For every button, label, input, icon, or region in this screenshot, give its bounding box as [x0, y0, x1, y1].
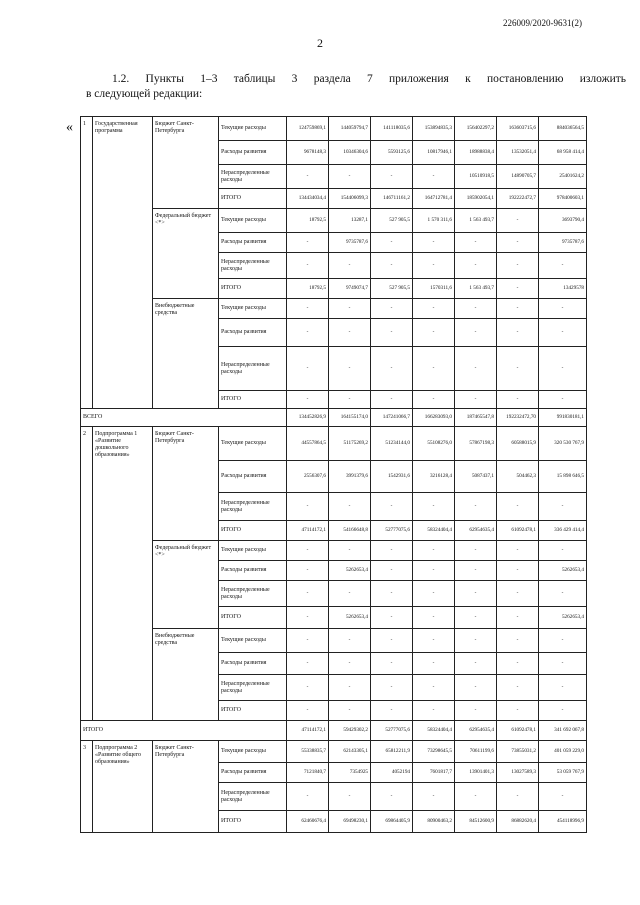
amount-cell: 527 905,5: [371, 209, 413, 233]
amount-cell: -: [413, 561, 455, 581]
amount-cell: -: [371, 653, 413, 675]
amount-cell: 5593125,6: [371, 141, 413, 165]
section-total-label: ИТОГО: [81, 721, 287, 741]
expense-type-cell: ИТОГО: [219, 521, 287, 541]
amount-cell: -: [329, 629, 371, 653]
amount-cell: 4052194: [371, 763, 413, 783]
amount-cell: -: [497, 279, 539, 299]
amount-cell: -: [371, 299, 413, 319]
amount-cell: -: [539, 319, 587, 347]
amount-cell: -: [497, 561, 539, 581]
program-name: Подпрограмма 2 «Развитие общего образования»: [93, 741, 153, 833]
amount-cell: 86882620,4: [497, 811, 539, 833]
amount-cell: 166283093,0: [413, 409, 455, 427]
amount-cell: 163603715,6: [497, 117, 539, 141]
amount-cell: -: [497, 653, 539, 675]
amount-cell: 978400603,1: [539, 189, 587, 209]
amount-cell: -: [371, 347, 413, 391]
funding-source-cell: Федеральный бюджет <*>: [153, 541, 219, 629]
amount-cell: 991830181,1: [539, 409, 587, 427]
paragraph-line-1: 1.2. Пункты 1–3 таблицы 3 раздела 7 приложения к постановлению изложить: [112, 73, 626, 85]
amount-cell: 185902054,1: [455, 189, 497, 209]
amount-cell: -: [497, 253, 539, 279]
amount-cell: 454118996,9: [539, 811, 587, 833]
amount-cell: 1 570 311,6: [413, 209, 455, 233]
amount-cell: -: [539, 493, 587, 521]
row-number: 2: [81, 427, 93, 721]
amount-cell: -: [329, 675, 371, 701]
amount-cell: -: [413, 299, 455, 319]
expense-type-cell: ИТОГО: [219, 279, 287, 299]
amount-cell: 7121840,7: [287, 763, 329, 783]
amount-cell: 2556307,6: [287, 461, 329, 493]
amount-cell: 80900463,2: [413, 811, 455, 833]
program-name: Государственная программа: [93, 117, 153, 409]
amount-cell: -: [539, 701, 587, 721]
amount-cell: 9735787,6: [539, 233, 587, 253]
amount-cell: -: [287, 391, 329, 409]
amount-cell: -: [539, 347, 587, 391]
amount-cell: -: [287, 233, 329, 253]
amount-cell: 61092478,1: [497, 721, 539, 741]
amount-cell: -: [539, 629, 587, 653]
funding-source-cell: Внебюджетные средства: [153, 299, 219, 409]
amount-cell: 68 958 414,4: [539, 141, 587, 165]
amount-cell: -: [539, 783, 587, 811]
expense-type-cell: Текущие расходы: [219, 117, 287, 141]
amount-cell: 55338835,7: [287, 741, 329, 763]
funding-source-cell: Внебюджетные средства: [153, 629, 219, 721]
expense-type-cell: Текущие расходы: [219, 629, 287, 653]
amount-cell: -: [413, 581, 455, 607]
expense-type-cell: Текущие расходы: [219, 299, 287, 319]
amount-cell: -: [455, 299, 497, 319]
amount-cell: -: [455, 493, 497, 521]
expense-type-cell: Текущие расходы: [219, 427, 287, 461]
expense-type-cell: Нераспределенные расходы: [219, 581, 287, 607]
amount-cell: 73298645,5: [413, 741, 455, 763]
amount-cell: 141118035,6: [371, 117, 413, 141]
amount-cell: 18792,5: [287, 209, 329, 233]
amount-cell: -: [455, 581, 497, 607]
amount-cell: 7354925: [329, 763, 371, 783]
amount-cell: -: [413, 653, 455, 675]
amount-cell: 44557864,5: [287, 427, 329, 461]
amount-cell: -: [539, 581, 587, 607]
table-row: [81, 541, 587, 561]
amount-cell: 504462,3: [497, 461, 539, 493]
expense-type-cell: Нераспределенные расходы: [219, 493, 287, 521]
amount-cell: 55108276,0: [413, 427, 455, 461]
amount-cell: -: [455, 391, 497, 409]
amount-cell: -: [539, 253, 587, 279]
amount-cell: -: [413, 783, 455, 811]
amount-cell: -: [329, 493, 371, 521]
amount-cell: -: [371, 391, 413, 409]
table-row: [81, 629, 587, 653]
amount-cell: 3693790,4: [539, 209, 587, 233]
amount-cell: 1570311,6: [413, 279, 455, 299]
row-number: 1: [81, 117, 93, 409]
amount-cell: -: [371, 233, 413, 253]
amount-cell: 25401624,2: [539, 165, 587, 189]
amount-cell: -: [497, 581, 539, 607]
amount-cell: -: [455, 347, 497, 391]
amount-cell: -: [413, 319, 455, 347]
expense-type-cell: Текущие расходы: [219, 209, 287, 233]
funding-source-cell: Бюджет Санкт-Петербурга: [153, 427, 219, 541]
open-quote: «: [66, 120, 73, 135]
amount-cell: 3991379,6: [329, 461, 371, 493]
amount-cell: -: [287, 653, 329, 675]
amount-cell: -: [455, 629, 497, 653]
table-row: [81, 299, 587, 319]
amount-cell: 3216128,4: [413, 461, 455, 493]
amount-cell: -: [413, 541, 455, 561]
amount-cell: -: [497, 783, 539, 811]
amount-cell: -: [497, 319, 539, 347]
amount-cell: -: [497, 209, 539, 233]
amount-cell: -: [329, 783, 371, 811]
expense-type-cell: ИТОГО: [219, 391, 287, 409]
funding-source-cell: Бюджет Санкт-Петербурга: [153, 117, 219, 209]
amount-cell: -: [371, 675, 413, 701]
amount-cell: 52777075,6: [371, 721, 413, 741]
amount-cell: -: [539, 299, 587, 319]
amount-cell: -: [497, 347, 539, 391]
amount-cell: -: [371, 493, 413, 521]
expense-type-cell: Расходы развития: [219, 233, 287, 253]
table-row: [81, 409, 587, 427]
amount-cell: -: [413, 253, 455, 279]
amount-cell: -: [455, 701, 497, 721]
amount-cell: 13532051,4: [497, 141, 539, 165]
amount-cell: 51175269,2: [329, 427, 371, 461]
amount-cell: 153894835,3: [413, 117, 455, 141]
amount-cell: 5262653,4: [539, 607, 587, 629]
amount-cell: -: [371, 701, 413, 721]
amount-cell: -: [413, 391, 455, 409]
amount-cell: -: [371, 319, 413, 347]
amount-cell: -: [287, 701, 329, 721]
budget-table: [80, 116, 587, 833]
amount-cell: 62143305,1: [329, 741, 371, 763]
expense-type-cell: Текущие расходы: [219, 541, 287, 561]
expense-type-cell: Расходы развития: [219, 461, 287, 493]
amount-cell: 18792,5: [287, 279, 329, 299]
amount-cell: 58324404,4: [413, 721, 455, 741]
amount-cell: -: [455, 607, 497, 629]
amount-cell: -: [413, 493, 455, 521]
amount-cell: -: [329, 319, 371, 347]
amount-cell: -: [413, 607, 455, 629]
amount-cell: -: [287, 165, 329, 189]
amount-cell: -: [329, 541, 371, 561]
expense-type-cell: ИТОГО: [219, 811, 287, 833]
amount-cell: -: [329, 165, 371, 189]
amount-cell: -: [497, 701, 539, 721]
amount-cell: 5262653,4: [329, 607, 371, 629]
expense-type-cell: Расходы развития: [219, 561, 287, 581]
amount-cell: -: [287, 581, 329, 607]
expense-type-cell: ИТОГО: [219, 189, 287, 209]
expense-type-cell: Нераспределенные расходы: [219, 783, 287, 811]
amount-cell: -: [455, 783, 497, 811]
expense-type-cell: Расходы развития: [219, 141, 287, 165]
amount-cell: -: [287, 629, 329, 653]
amount-cell: 192232472,70: [497, 409, 539, 427]
amount-cell: -: [287, 561, 329, 581]
amount-cell: -: [413, 165, 455, 189]
amount-cell: 69864405,9: [371, 811, 413, 833]
amount-cell: -: [497, 233, 539, 253]
amount-cell: -: [371, 629, 413, 653]
amount-cell: 57867198,3: [455, 427, 497, 461]
amount-cell: 134452826,9: [287, 409, 329, 427]
amount-cell: -: [371, 783, 413, 811]
amount-cell: -: [455, 319, 497, 347]
amount-cell: 60588015,9: [497, 427, 539, 461]
amount-cell: 73855031,2: [497, 741, 539, 763]
amount-cell: 187465547,8: [455, 409, 497, 427]
amount-cell: 401 059 229,0: [539, 741, 587, 763]
amount-cell: 164712781,4: [413, 189, 455, 209]
amount-cell: 5262653,4: [539, 561, 587, 581]
amount-cell: 10510918,5: [455, 165, 497, 189]
amount-cell: -: [371, 607, 413, 629]
amount-cell: -: [497, 493, 539, 521]
expense-type-cell: ИТОГО: [219, 607, 287, 629]
amount-cell: -: [287, 783, 329, 811]
amount-cell: 5262653,4: [329, 561, 371, 581]
amount-cell: 146711161,2: [371, 189, 413, 209]
amount-cell: 9678148,3: [287, 141, 329, 165]
paragraph-line-2: в следующей редакции:: [86, 88, 203, 100]
amount-cell: 58324404,4: [413, 521, 455, 541]
amount-cell: 52777075,6: [371, 521, 413, 541]
amount-cell: 10346304,6: [329, 141, 371, 165]
amount-cell: -: [329, 653, 371, 675]
amount-cell: 47114172,1: [287, 721, 329, 741]
program-name: Подпрограмма 1 «Развитие дошкольного образования»: [93, 427, 153, 721]
amount-cell: -: [455, 541, 497, 561]
amount-cell: 144059794,7: [329, 117, 371, 141]
amount-cell: 59429302,2: [329, 721, 371, 741]
amount-cell: 13027589,3: [497, 763, 539, 783]
amount-cell: -: [539, 653, 587, 675]
table-row: [81, 117, 587, 141]
amount-cell: 62954635,4: [455, 521, 497, 541]
table-row: [81, 721, 587, 741]
amount-cell: 341 692 067,8: [539, 721, 587, 741]
amount-cell: 10817946,1: [413, 141, 455, 165]
page-number: 2: [317, 36, 323, 50]
amount-cell: 147241066,7: [371, 409, 413, 427]
amount-cell: -: [497, 541, 539, 561]
amount-cell: 336 429 414,4: [539, 521, 587, 541]
amount-cell: -: [287, 299, 329, 319]
amount-cell: 13287,1: [329, 209, 371, 233]
amount-cell: 154406099,3: [329, 189, 371, 209]
amount-cell: 69498230,1: [329, 811, 371, 833]
amount-cell: -: [497, 675, 539, 701]
amount-cell: -: [539, 541, 587, 561]
amount-cell: -: [329, 391, 371, 409]
amount-cell: -: [287, 541, 329, 561]
amount-cell: 124759869,1: [287, 117, 329, 141]
amount-cell: -: [413, 347, 455, 391]
table-row: [81, 427, 587, 461]
amount-cell: -: [371, 561, 413, 581]
amount-cell: 527 905,5: [371, 279, 413, 299]
amount-cell: -: [329, 701, 371, 721]
expense-type-cell: Нераспределенные расходы: [219, 165, 287, 189]
amount-cell: 1 563 493,7: [455, 209, 497, 233]
amount-cell: -: [413, 629, 455, 653]
amount-cell: 62954635,4: [455, 721, 497, 741]
amount-cell: 18988838,4: [455, 141, 497, 165]
amount-cell: 884036564,5: [539, 117, 587, 141]
amount-cell: -: [329, 581, 371, 607]
funding-source-cell: Бюджет Санкт-Петербурга: [153, 741, 219, 833]
amount-cell: -: [497, 629, 539, 653]
amount-cell: 192222472,7: [497, 189, 539, 209]
amount-cell: 51234144,0: [371, 427, 413, 461]
amount-cell: 164155174,0: [329, 409, 371, 427]
amount-cell: -: [455, 653, 497, 675]
amount-cell: 62460676,4: [287, 811, 329, 833]
expense-type-cell: Расходы развития: [219, 653, 287, 675]
amount-cell: 1 563 493,7: [455, 279, 497, 299]
amount-cell: -: [455, 233, 497, 253]
expense-type-cell: Нераспределенные расходы: [219, 347, 287, 391]
amount-cell: -: [329, 347, 371, 391]
table-row: [81, 741, 587, 763]
amount-cell: -: [287, 493, 329, 521]
amount-cell: 5087437,1: [455, 461, 497, 493]
amount-cell: 134434034,4: [287, 189, 329, 209]
amount-cell: 70611199,6: [455, 741, 497, 763]
amount-cell: -: [371, 541, 413, 561]
amount-cell: 84512600,9: [455, 811, 497, 833]
amount-cell: -: [455, 675, 497, 701]
amount-cell: 65812211,9: [371, 741, 413, 763]
amount-cell: 156402297,2: [455, 117, 497, 141]
amendment-paragraph: [86, 72, 626, 102]
amount-cell: -: [539, 391, 587, 409]
amount-cell: -: [371, 165, 413, 189]
amount-cell: 9735787,6: [329, 233, 371, 253]
amount-cell: -: [455, 561, 497, 581]
amount-cell: 320 530 767,9: [539, 427, 587, 461]
expense-type-cell: Текущие расходы: [219, 741, 287, 763]
amount-cell: 13901401,3: [455, 763, 497, 783]
amount-cell: -: [455, 253, 497, 279]
expense-type-cell: Нераспределенные расходы: [219, 675, 287, 701]
section-total-label: ВСЕГО: [81, 409, 287, 427]
amount-cell: -: [413, 701, 455, 721]
table-row: [81, 209, 587, 233]
amount-cell: 61092478,1: [497, 521, 539, 541]
amount-cell: 53 059 767,9: [539, 763, 587, 783]
amount-cell: -: [413, 675, 455, 701]
row-number: 3: [81, 741, 93, 833]
funding-source-cell: Федеральный бюджет <*>: [153, 209, 219, 299]
amount-cell: -: [371, 581, 413, 607]
amount-cell: 15 898 646,5: [539, 461, 587, 493]
amount-cell: -: [413, 233, 455, 253]
amount-cell: 54166648,8: [329, 521, 371, 541]
amount-cell: 9749074,7: [329, 279, 371, 299]
amount-cell: 1542931,6: [371, 461, 413, 493]
amount-cell: 13429578: [539, 279, 587, 299]
amount-cell: -: [371, 253, 413, 279]
amount-cell: -: [329, 253, 371, 279]
amount-cell: 14890705,7: [497, 165, 539, 189]
amount-cell: -: [497, 607, 539, 629]
expense-type-cell: Расходы развития: [219, 763, 287, 783]
amount-cell: -: [497, 299, 539, 319]
expense-type-cell: Расходы развития: [219, 319, 287, 347]
amount-cell: -: [287, 675, 329, 701]
expense-type-cell: ИТОГО: [219, 701, 287, 721]
amount-cell: -: [287, 319, 329, 347]
document-number: 226009/2020-9631(2): [503, 18, 582, 28]
amount-cell: 7601817,7: [413, 763, 455, 783]
amount-cell: -: [287, 253, 329, 279]
amount-cell: 47114172,1: [287, 521, 329, 541]
amount-cell: -: [329, 299, 371, 319]
amount-cell: -: [287, 347, 329, 391]
amount-cell: -: [539, 675, 587, 701]
expense-type-cell: Нераспределенные расходы: [219, 253, 287, 279]
amount-cell: -: [287, 607, 329, 629]
amount-cell: -: [497, 391, 539, 409]
